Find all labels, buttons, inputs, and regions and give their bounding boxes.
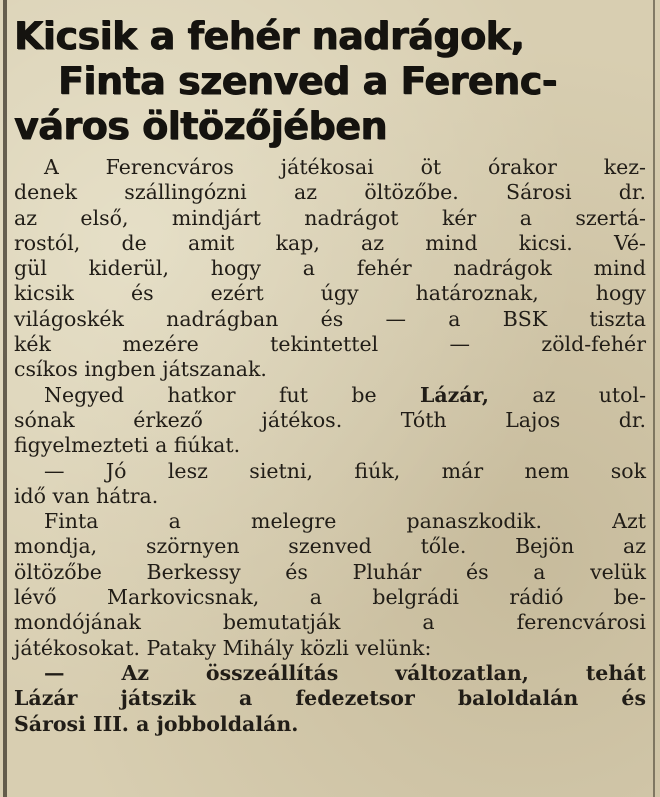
- body-line: [14, 383, 646, 408]
- headline-line-2: Finta szenved a Ferenc-: [58, 59, 558, 103]
- bold-name-lazar: Lázár,: [419, 382, 490, 407]
- headline: [14, 14, 646, 149]
- body-text: Negyed hatkor fut be: [44, 382, 377, 407]
- body-line-bold: — Az összeállítás változatlan, tehát: [44, 660, 646, 685]
- headline-line-1: Kicsik a fehér nadrágok,: [14, 14, 525, 58]
- body-line: rostól, de amit kap, az mind kicsi. Vé-: [14, 230, 646, 255]
- body-line: idő van hátra.: [14, 483, 159, 508]
- headline-line-3: város öltözőjében: [14, 104, 388, 148]
- body-line: mondójának bemutatják a ferencvárosi: [14, 610, 646, 635]
- body-line-bold: Lázár játszik a fedezetsor baloldalán és: [14, 686, 646, 711]
- body-line: Finta a melegre panaszkodik. Azt: [44, 509, 646, 534]
- body-line: kicsik és ezért úgy határoznak, hogy: [14, 281, 646, 306]
- article-body: [14, 155, 646, 737]
- body-line: A Ferencváros játékosai öt órakor kez-: [44, 155, 646, 179]
- body-line: kék mezére tekintettel — zöld-fehér: [14, 332, 646, 357]
- body-line: denek szállingózni az öltözőbe. Sárosi dr.: [14, 180, 646, 205]
- body-line: sónak érkező játékos. Tóth Lajos dr.: [14, 407, 646, 432]
- body-line: az első, mindjárt nadrágot kér a szertá-: [14, 205, 646, 230]
- body-line: lévő Markovicsnak, a belgrádi rádió be-: [14, 585, 646, 610]
- body-line: világoskék nadrágban és — a BSK tiszta: [14, 306, 646, 331]
- body-text: az utol-: [489, 382, 646, 407]
- body-line: gül kiderül, hogy a fehér nadrágok mind: [14, 256, 646, 281]
- body-line: játékosokat. Pataky Mihály közli velünk:: [14, 635, 432, 660]
- body-line: csíkos ingben játszanak.: [14, 357, 267, 382]
- body-line: öltözőbe Berkessy és Pluhár és a velük: [14, 559, 646, 584]
- body-line: — Jó lesz sietni, fiúk, már nem sok: [44, 458, 646, 483]
- body-line-bold: Sárosi III. a jobboldalán.: [14, 711, 299, 736]
- body-line: mondja, szörnyen szenved tőle. Bejön az: [14, 534, 646, 559]
- body-line: figyelmezteti a fiúkat.: [14, 433, 241, 458]
